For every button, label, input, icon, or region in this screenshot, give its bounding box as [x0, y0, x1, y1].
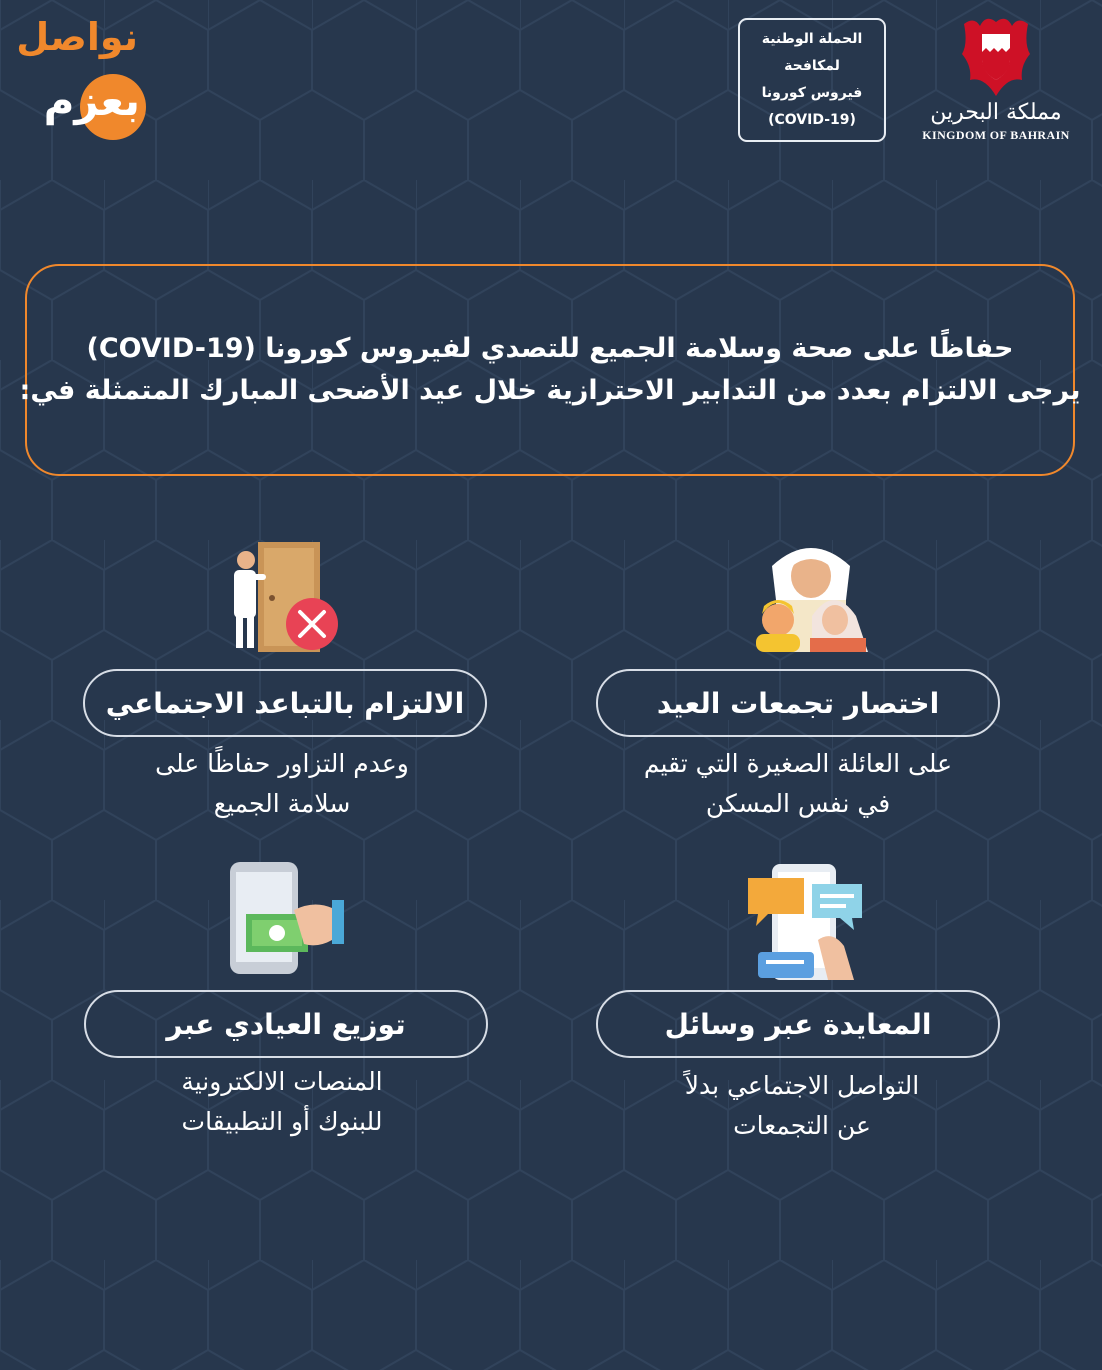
- description-line: على العائلة الصغيرة التي تقيم: [643, 749, 953, 778]
- chat-phone-icon: [748, 864, 866, 982]
- measure-title-reduce-gatherings: اختصار تجمعات العيد: [596, 669, 1000, 737]
- measure-description: [592, 1066, 1012, 1146]
- coat-of-arms-icon: [960, 14, 1032, 98]
- campaign-line: الحملة الوطنية: [761, 31, 863, 47]
- description-line: للبنوك أو التطبيقات: [181, 1107, 383, 1136]
- brand-line2: بعزم: [43, 76, 140, 125]
- measure-title-eidiya-distribution: توزيع العيادي عبر: [84, 990, 488, 1058]
- measure-title-social-distancing: الالتزام بالتباعد الاجتماعي: [83, 669, 487, 737]
- family-icon: [752, 538, 870, 652]
- brand-line1: نواصل: [16, 15, 138, 59]
- campaign-badge: [738, 18, 886, 142]
- kingdom-english-name: KINGDOM OF BAHRAIN: [922, 128, 1070, 142]
- kingdom-emblem: [898, 14, 1094, 150]
- campaign-line: فيروس كورونا: [761, 85, 863, 101]
- intro-line: حفاظًا على صحة وسلامة الجميع للتصدي لفيروس كورونا (COVID-19): [86, 333, 1014, 364]
- description-line: في نفس المسكن: [705, 789, 891, 818]
- intro-line: يرجى الالتزام بعدد من التدابير الاحترازية خلال عيد الأضحى المبارك المتمثلة في:: [19, 375, 1081, 406]
- description-line: عن التجمعات: [733, 1111, 871, 1140]
- measure-title-online-greetings: المعايدة عبر وسائل: [596, 990, 1000, 1058]
- measure-description: [72, 1062, 492, 1142]
- brand-logo: [14, 14, 146, 140]
- description-line: التواصل الاجتماعي بدلاً: [684, 1071, 920, 1100]
- campaign-line: لمكافحة: [784, 58, 840, 74]
- measure-description: [72, 744, 492, 824]
- description-line: سلامة الجميع: [213, 789, 351, 818]
- phone-money-icon: [228, 860, 346, 978]
- intro-message-box: [19, 264, 1081, 476]
- description-line: وعدم التزاور حفاظًا على: [155, 749, 409, 778]
- description-line: المنصات الالكترونية: [181, 1067, 383, 1096]
- close-icon: [286, 598, 338, 650]
- kingdom-arabic-name: مملكة البحرين: [930, 100, 1062, 125]
- measure-description: [588, 744, 1008, 824]
- campaign-line: (COVID-19): [768, 112, 856, 128]
